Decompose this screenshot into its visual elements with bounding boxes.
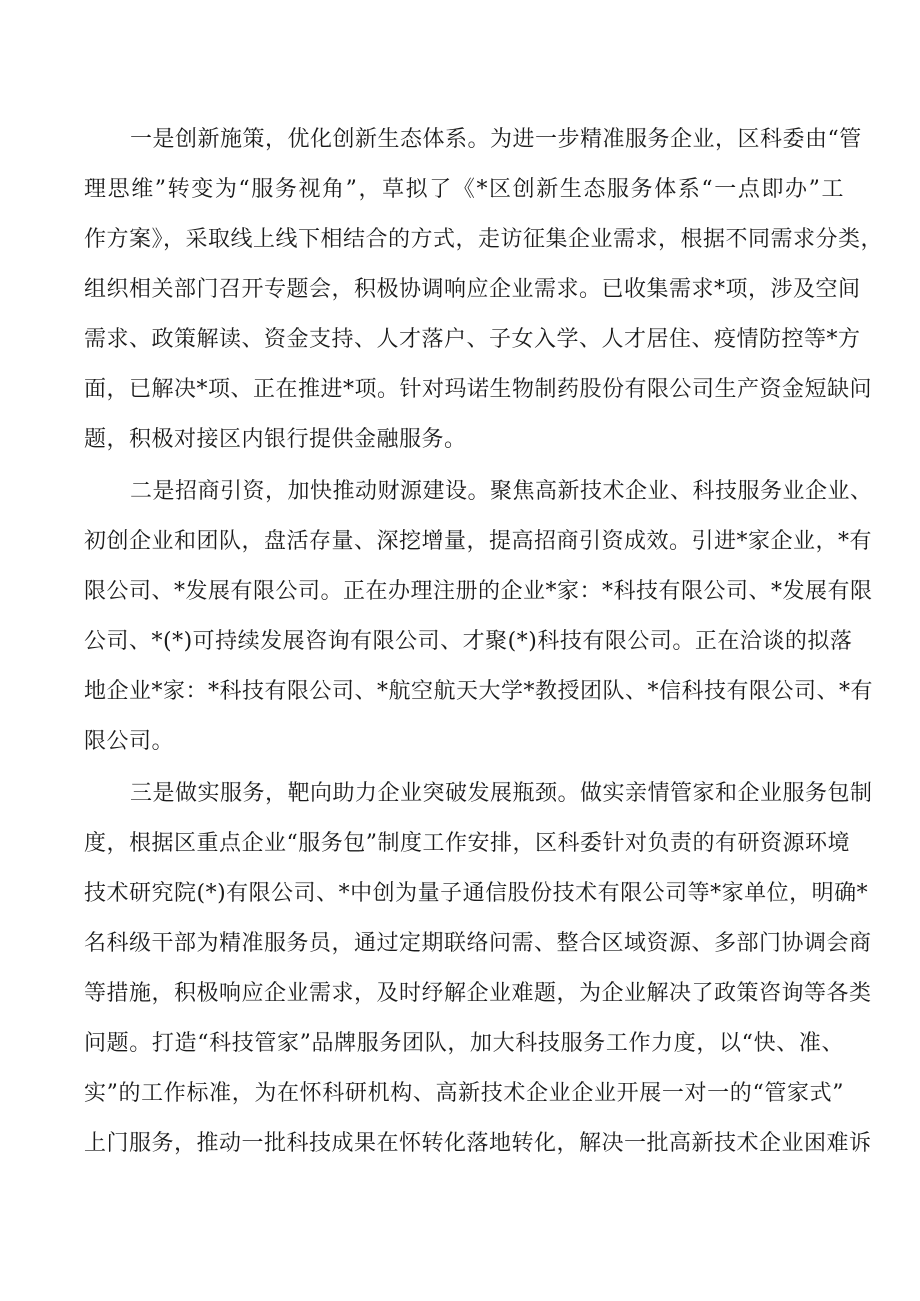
paragraph-2-line-3: 限公司、*发展有限公司。正在办理注册的企业*家：*科技有限公司、*发展有限 bbox=[84, 579, 873, 604]
paragraph-2-line-2: 初创企业和团队，盘活存量、深挖增量，提高招商引资成效。引进*家企业，*有 bbox=[84, 529, 873, 554]
paragraph-2-line-6: 限公司。 bbox=[84, 729, 175, 754]
paragraph-3-line-4: 名科级干部为精准服务员，通过定期联络问需、整合区域资源、多部门协调会商 bbox=[84, 931, 872, 956]
paragraph-3-line-6: 问题。打造“科技管家”品牌服务团队，加大科技服务工作力度，以“快、准、 bbox=[84, 1031, 844, 1056]
paragraph-1-line-1: 一是创新施策，优化创新生态体系。为进一步精准服务企业，区科委由“管 bbox=[130, 127, 862, 152]
paragraph-1-line-7: 题，积极对接区内银行提供金融服务。 bbox=[84, 427, 467, 452]
paragraph-1-line-2: 理思维”转变为“服务视角”，草拟了《*区创新生态服务体系“一点即办”工 bbox=[84, 177, 844, 202]
paragraph-3-line-5: 等措施，积极响应企业需求，及时纾解企业难题，为企业解决了政策咨询等各类 bbox=[84, 981, 872, 1006]
paragraph-1-line-6: 面，已解决*项、正在推进*项。针对玛诺生物制药股份有限公司生产资金短缺问 bbox=[84, 377, 873, 402]
paragraph-2-line-4: 公司、*(*)可持续发展咨询有限公司、才聚(*)科技有限公司。正在洽谈的拟落 bbox=[84, 629, 853, 654]
paragraph-1-line-4: 组织相关部门召开专题会，积极协调响应企业需求。已收集需求*项，涉及空间 bbox=[84, 277, 861, 302]
paragraph-3-line-8: 上门服务，推动一批科技成果在怀转化落地转化，解决一批高新技术企业困难诉 bbox=[84, 1131, 872, 1156]
paragraph-3-line-1: 三是做实服务，靶向助力企业突破发展瓶颈。做实亲情管家和企业服务包制 bbox=[130, 781, 873, 806]
paragraph-3-line-3: 技术研究院(*)有限公司、*中创为量子通信股份技术有限公司等*家单位，明确* bbox=[84, 881, 869, 906]
paragraph-2-line-1: 二是招商引资，加快推动财源建设。聚焦高新技术企业、科技服务业企业、 bbox=[130, 479, 873, 504]
paragraph-3-line-7: 实”的工作标准，为在怀科研机构、高新技术企业企业开展一对一的“管家式” bbox=[84, 1081, 844, 1106]
paragraph-2-line-5: 地企业*家：*科技有限公司、*航空航天大学*教授团队、*信科技有限公司、*有 bbox=[84, 679, 874, 704]
paragraph-3-line-2: 度，根据区重点企业“服务包”制度工作安排，区科委针对负责的有研资源环境 bbox=[84, 831, 850, 856]
paragraph-1-line-5: 需求、政策解读、资金支持、人才落户、子女入学、人才居住、疫情防控等*方 bbox=[84, 327, 861, 352]
paragraph-1-line-3: 作方案》，采取线上线下相结合的方式，走访征集企业需求，根据不同需求分类， bbox=[84, 227, 884, 252]
